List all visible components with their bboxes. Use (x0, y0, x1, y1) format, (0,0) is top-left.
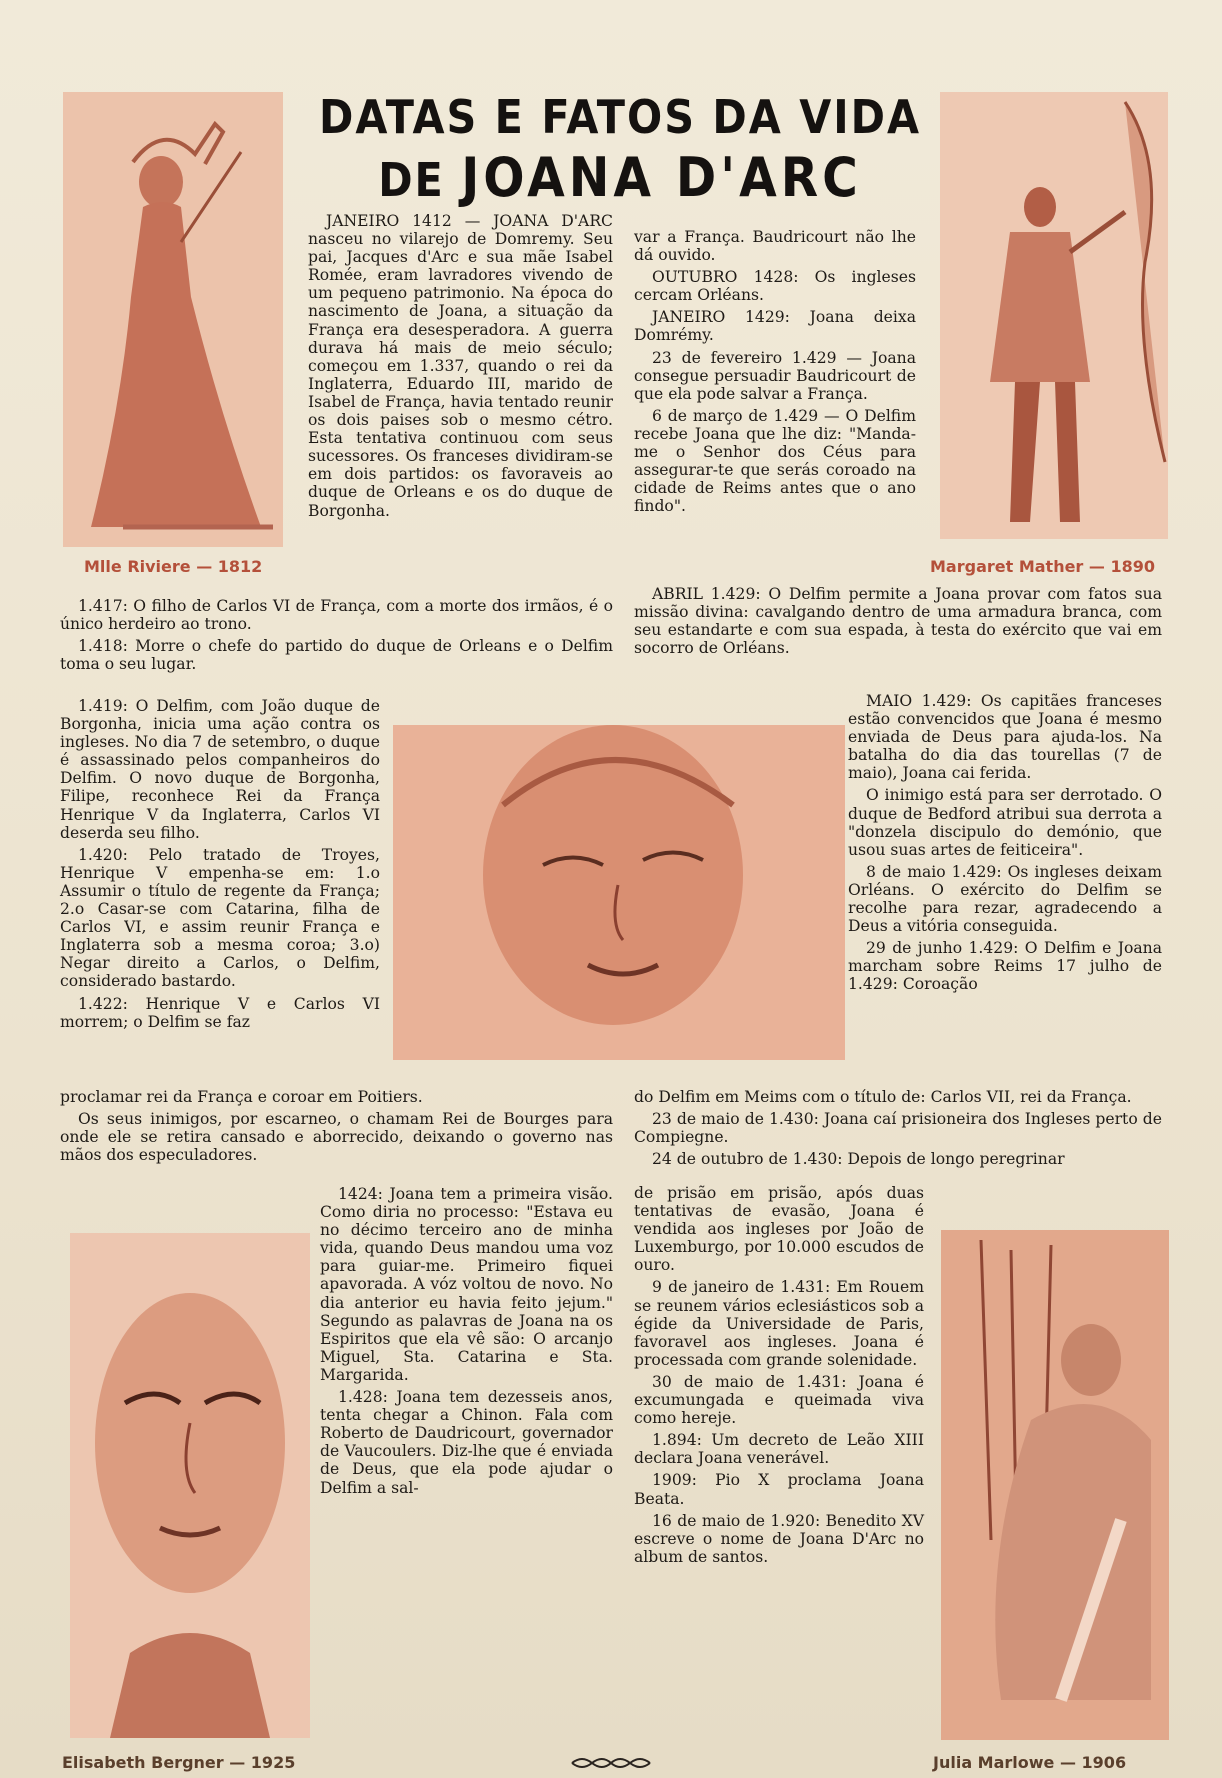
paragraph: 8 de maio 1.429: Os ingleses deixam Orléans. O exército do Delfim se recolhe para rezar, agradecendo a Deus a vitória conseguida. (848, 862, 1162, 936)
text-block-i (634, 1088, 1162, 1172)
paragraph: JANEIRO 1429: Joana deixa Domrémy. (634, 308, 916, 345)
paragraph: JANEIRO 1412 — JOANA D'ARC nasceu no vilarejo de Domremy. Seu pai, Jacques d'Arc e sua mãe Isabel Romée, eram lavradores vivendo de um pequeno patrimonio. Na época do nascimento de Joana, a situação da França era desesperadora. A guerra durava há mais de meio século; começou em 1.337, quando o rei da Inglaterra, Eduardo III, marido de Isabel de França, havia tentado reunir os dois paises sob o mesmo cétro. Esta tentativa continuou com seus sucessores. Os franceses dividiram-se em dois partidos: os favoraveis ao duque de Orleans e os do duque de Borgonha. (308, 212, 613, 520)
paragraph: Os seus inimigos, por escarneo, o chamam Rei de Bourges para onde ele se retira cansado e aborrecido, deixando o governo nas mãos dos especuladores. (60, 1110, 613, 1165)
paragraph: MAIO 1.429: Os capitães franceses estão convencidos que Joana é mesmo enviada de Deus para ajuda-los. Na batalha do dia das tourellas (7 de maio), Joana cai ferida. (848, 692, 1162, 783)
paragraph: 1.418: Morre o chefe do partido do duque de Orleans e o Delfim toma o seu lugar. (60, 637, 613, 674)
text-block-e (320, 1185, 613, 1501)
text-block-h (848, 692, 1162, 998)
page-title-line1: DATAS E FATOS DA VIDA (318, 90, 922, 144)
paragraph: ABRIL 1.429: O Delfim permite a Joana provar com fatos sua missão divina: cavalgando dentro de uma armadura branca, com seu estandarte e com sua espada, à testa do exército que vai em socorro de Orléans. (634, 585, 1162, 658)
paragraph: 16 de maio de 1.920: Benedito XV escreve o nome de Joana D'Arc no album de santos. (634, 1511, 924, 1566)
caption-bottom-left: Elisabeth Bergner — 1925 (62, 1753, 296, 1772)
paragraph: 24 de outubro de 1.430: Depois de longo peregrinar (652, 1150, 1065, 1169)
text-block-b (60, 597, 613, 677)
paragraph: 1.422: Henrique V e Carlos VI morrem; o Delfim se faz (60, 994, 380, 1031)
paragraph: do Delfim em Meims com o título de: Carlos VII, rei da França. (634, 1088, 1132, 1106)
photo-mlle-riviere (63, 92, 283, 547)
paragraph: 1.419: O Delfim, com João duque de Borgonha, inicia uma ação contra os ingleses. No dia 7 de setembro, o duque é assassinado pelos companheiros do Delfim. O novo duque de Borgonha, Filipe, reconhece Rei da França Henrique V da Inglaterra, Carlos VI deserda seu filho. (60, 697, 380, 842)
photo-julia-marlowe (941, 1230, 1169, 1740)
photo-margaret-mather (940, 92, 1168, 539)
paragraph: 23 de maio de 1.430: Joana caí prisioneira dos Ingleses perto de Compiegne. (634, 1110, 1162, 1147)
paragraph: 30 de maio de 1.431: Joana é excumungada e queimada viva como hereje. (634, 1372, 924, 1428)
face-closeup-illustration (393, 725, 845, 1060)
text-block-f (634, 228, 916, 519)
paragraph: OUTUBRO 1428: Os ingleses cercam Orléans. (634, 268, 916, 305)
photo-elisabeth-bergner (70, 1233, 310, 1738)
paragraph: 6 de março de 1.429 — O Delfim recebe Joana que lhe diz: "Manda-me o Senhor dos Céus para assegurar-te que serás coroado na cidade de Reims antes que o ano findo". (634, 406, 916, 516)
paragraph: de prisão em prisão, após duas tentativas de evasão, Joana é vendida aos ingleses por João de Luxemburgo, por 10.000 escudos de ouro. (634, 1184, 924, 1275)
paragraph: 1424: Joana tem a primeira visão. Como diria no processo: "Estava eu no décimo terceiro ano de minha vida, quando Deus mandou uma voz para guiar-me. Primeiro fiquei apavorada. A vóz voltou de novo. No dia anterior eu havia feito jejum." Segundo as palavras de Joana na os Espiritos que ela vê são: O arcanjo Miguel, Sta. Catarina e Sta. Margarida. (320, 1185, 613, 1384)
caption-top-right: Margaret Mather — 1890 (930, 557, 1155, 576)
text-block-a (308, 212, 613, 524)
paragraph: 1.420: Pelo tratado de Troyes, Henrique V empenha-se em: 1.o Assumir o título de regente da França; 2.o Casar-se com Catarina, filha de Carlos VI, e assim reunir França e Inglaterra sob a mesma coroa; 3.o) Negar direito a Carlos, o Delfim, considerado bastardo. (60, 845, 380, 991)
paragraph: 1.417: O filho de Carlos VI de França, com a morte dos irmãos, é o único herdeiro ao trono. (60, 597, 613, 634)
photo-center-face (393, 725, 845, 1060)
paragraph: 29 de junho 1.429: O Delfim e Joana marcham sobre Reims 17 julho de 1.429: Coroação (848, 939, 1162, 994)
title-name: JOANA D'ARC (461, 146, 862, 209)
paragraph: 1909: Pio X proclama Joana Beata. (634, 1471, 924, 1508)
figure-woman-illustration (63, 92, 283, 547)
caption-top-left: Mlle Riviere — 1812 (84, 557, 263, 576)
caption-bottom-right: Julia Marlowe — 1906 (933, 1753, 1127, 1772)
paragraph: 1.428: Joana tem dezesseis anos, tenta chegar a Chinon. Fala com Roberto de Daudricourt, governador de Vaucoulers. Diz-lhe que é enviada de Deus, que ela pode ajudar o Delfim a sal- (320, 1388, 613, 1497)
paragraph: var a França. Baudricourt não lhe dá ouvido. (634, 228, 916, 265)
paragraph: O inimigo está para ser derrotado. O duque de Bedford atribui sua derrota a "donzela discipulo do demónio, que usou suas artes de feiticeira". (848, 786, 1162, 859)
figure-armored-woman (940, 92, 1168, 539)
text-block-g (634, 585, 1162, 661)
kneeling-knight-illustration (941, 1230, 1169, 1740)
ornament-divider-icon (570, 1756, 652, 1770)
text-block-c (60, 697, 380, 1035)
paragraph: proclamar rei da França e coroar em Poitiers. (60, 1088, 423, 1106)
paragraph: 9 de janeiro de 1.431: Em Rouem se reunem vários eclesiásticos sob a égide da Universidade de Paris, favoravel aos ingleses. Joana é processada com grande solenidade. (634, 1278, 924, 1369)
face-portrait-illustration (70, 1233, 310, 1738)
text-block-d (60, 1088, 613, 1168)
paragraph: 1.894: Um decreto de Leão XIII declara Joana venerável. (634, 1431, 924, 1468)
text-block-j (634, 1184, 924, 1570)
page-title-line2 (300, 146, 940, 209)
title-prefix: DE (378, 153, 445, 207)
paragraph: 23 de fevereiro 1.429 — Joana consegue persuadir Baudricourt de que ela pode salvar a França. (634, 348, 916, 403)
